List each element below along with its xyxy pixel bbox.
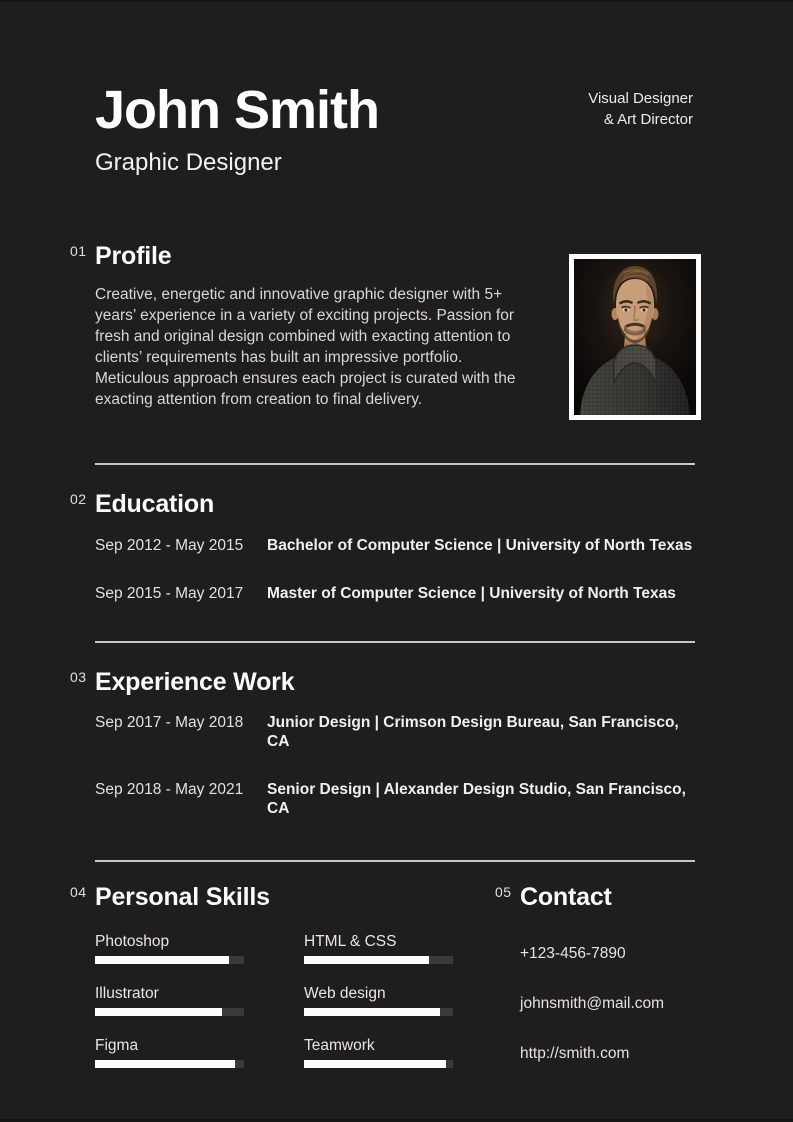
entry-dates: Sep 2012 - May 2015 (95, 537, 244, 555)
skill-item (304, 932, 453, 964)
experience-entry (95, 780, 695, 818)
skill-progress-fill (304, 956, 429, 964)
skill-progress-track (304, 1008, 453, 1016)
skill-item (304, 1036, 453, 1068)
skills-heading-row (70, 882, 455, 912)
skill-label: Teamwork (304, 1037, 375, 1055)
tagline (588, 88, 693, 130)
skill-progress-track (95, 956, 244, 964)
section-title-experience: Experience Work (95, 668, 295, 697)
divider (95, 641, 695, 643)
section-title-profile: Profile (95, 242, 172, 271)
section-title-skills: Personal Skills (95, 883, 270, 912)
skill-label: Web design (304, 985, 386, 1003)
skills-column-right (304, 932, 453, 1088)
section-number: 03 (70, 669, 87, 686)
section-number: 02 (70, 491, 87, 508)
skill-progress-fill (95, 956, 229, 964)
experience-entries (95, 713, 695, 818)
contact-heading-row (495, 882, 695, 912)
skill-progress-track (95, 1008, 244, 1016)
portrait-photo (574, 259, 696, 415)
divider (95, 463, 695, 465)
contact-email: johnsmith@mail.com (520, 995, 665, 1013)
skills-column-left (95, 932, 244, 1088)
skill-progress-track (95, 1060, 244, 1068)
section-title-education: Education (95, 490, 215, 519)
education-entry (95, 584, 695, 603)
divider (95, 860, 695, 862)
section-number: 04 (70, 884, 87, 901)
skill-label: Figma (95, 1037, 139, 1055)
education-entry (95, 536, 695, 555)
entry-dates: Sep 2017 - May 2018 (95, 714, 244, 732)
experience-heading-row (70, 667, 695, 697)
section-title-contact: Contact (520, 883, 612, 912)
skill-progress-track (304, 1060, 453, 1068)
entry-dates: Sep 2018 - May 2021 (95, 781, 244, 799)
header (95, 0, 695, 178)
section-contact (495, 882, 695, 1094)
skill-item (95, 1036, 244, 1068)
tagline-line-2: & Art Director (603, 111, 693, 128)
experience-entry (95, 713, 695, 751)
section-education (70, 489, 695, 603)
tagline-line-1: Visual Designer (588, 90, 693, 107)
contact-list (520, 944, 695, 1063)
skill-item (95, 932, 244, 964)
entry-description: Bachelor of Computer Science | University of North Texas (267, 537, 693, 555)
bottom-row (70, 882, 695, 1094)
section-number: 01 (70, 243, 87, 260)
entry-description: Junior Design | Crimson Design Bureau, San Francisco, CA (267, 714, 679, 751)
section-skills (70, 882, 455, 1094)
skill-item (304, 984, 453, 1016)
section-number: 05 (495, 884, 512, 901)
skill-progress-fill (95, 1060, 235, 1068)
profile-body-text: Creative, energetic and innovative graphic designer with 5+ years’ experience in a variety of exciting projects. Passion for fresh and original design combined with exacting attention to clients’ requirements has built an impressive portfolio. Meticulous approach ensures each project is curated with the exacting attention from creation to final delivery. (95, 286, 516, 409)
education-heading-row (70, 489, 695, 519)
skill-progress-fill (304, 1060, 446, 1068)
skills-columns (95, 932, 455, 1088)
role-subtitle: Graphic Designer (95, 149, 282, 177)
skill-item (95, 984, 244, 1016)
skill-progress-fill (95, 1008, 222, 1016)
education-entries (95, 536, 695, 603)
contact-phone: +123-456-7890 (520, 945, 626, 963)
skill-label: Photoshop (95, 933, 170, 951)
entry-dates: Sep 2015 - May 2017 (95, 585, 244, 603)
section-profile (70, 241, 695, 420)
contact-website: http://smith.com (520, 1045, 630, 1063)
photo-frame (569, 254, 701, 420)
page-title: John Smith (95, 80, 379, 140)
entry-description: Master of Computer Science | University of North Texas (267, 585, 676, 603)
skill-label: Illustrator (95, 985, 159, 1003)
skill-label: HTML & CSS (304, 933, 397, 951)
section-experience (70, 667, 695, 818)
profile-content-row (95, 284, 695, 420)
entry-description: Senior Design | Alexander Design Studio, San Francisco, CA (267, 781, 686, 818)
skill-progress-track (304, 956, 453, 964)
skill-progress-fill (304, 1008, 440, 1016)
